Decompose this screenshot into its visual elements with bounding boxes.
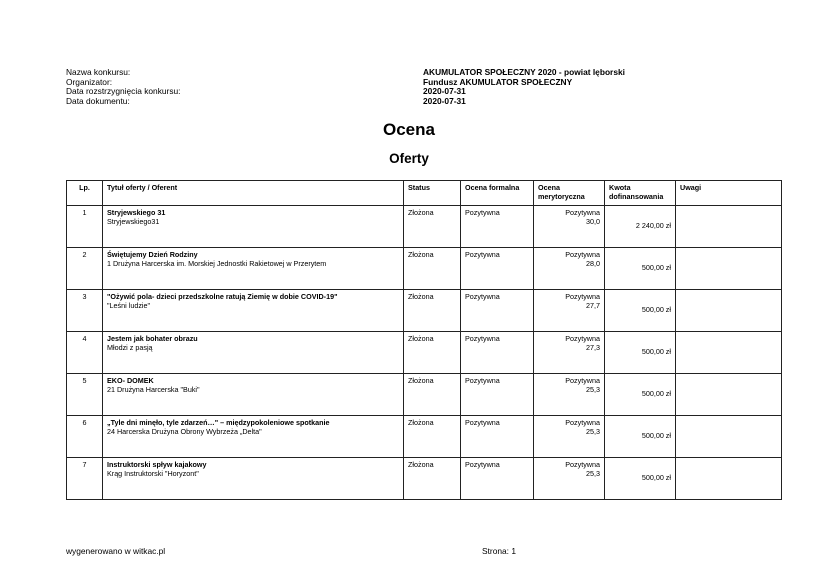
meta-label: Nazwa konkursu: bbox=[66, 67, 131, 77]
meta-label: Organizator: bbox=[66, 76, 113, 87]
merit-result: Pozytywna bbox=[565, 208, 600, 217]
table-row bbox=[67, 206, 782, 248]
offer-title: "Ożywić pola- dzieci przedszkolne ratują Ziemię w dobie COVID-19" bbox=[107, 292, 338, 301]
cell-lp: 1 bbox=[67, 206, 103, 248]
cell-status: Złożona bbox=[404, 416, 461, 458]
cell-lp: 2 bbox=[67, 248, 103, 290]
cell-formal: Pozytywna bbox=[461, 332, 534, 374]
merit-score: 30,0 bbox=[586, 216, 600, 226]
cell-merit bbox=[534, 416, 605, 458]
offer-applicant: 1 Drużyna Harcerska im. Morskiej Jednostki Rakietowej w Przerytem bbox=[107, 258, 327, 268]
offer-applicant: "Leśni ludzie" bbox=[107, 300, 151, 310]
header-merit: Ocena merytoryczna bbox=[534, 181, 605, 206]
cell-status: Złożona bbox=[404, 248, 461, 290]
cell-merit bbox=[534, 248, 605, 290]
merit-score: 27,3 bbox=[586, 342, 600, 352]
offers-table bbox=[66, 180, 782, 500]
cell-notes bbox=[676, 458, 782, 500]
cell-lp: 5 bbox=[67, 374, 103, 416]
meta-row-resolution-date bbox=[66, 87, 625, 97]
offer-title: EKO- DOMEK bbox=[107, 376, 154, 385]
merit-score: 27,7 bbox=[586, 300, 600, 310]
cell-merit bbox=[534, 458, 605, 500]
cell-formal: Pozytywna bbox=[461, 416, 534, 458]
cell-notes bbox=[676, 290, 782, 332]
merit-result: Pozytywna bbox=[565, 250, 600, 259]
cell-formal: Pozytywna bbox=[461, 290, 534, 332]
cell-status: Złożona bbox=[404, 374, 461, 416]
cell-status: Złożona bbox=[404, 206, 461, 248]
merit-result: Pozytywna bbox=[565, 418, 600, 427]
cell-merit bbox=[534, 290, 605, 332]
document-meta bbox=[66, 68, 625, 106]
cell-merit bbox=[534, 332, 605, 374]
cell-status: Złożona bbox=[404, 290, 461, 332]
cell-notes bbox=[676, 332, 782, 374]
page-number: Strona: 1 bbox=[482, 546, 516, 556]
cell-merit bbox=[534, 374, 605, 416]
cell-amount: 500,00 zł bbox=[605, 374, 676, 416]
table-row bbox=[67, 416, 782, 458]
cell-title bbox=[103, 248, 404, 290]
header-title: Tytuł oferty / Oferent bbox=[103, 181, 404, 206]
cell-lp: 3 bbox=[67, 290, 103, 332]
table-row bbox=[67, 374, 782, 416]
cell-status: Złożona bbox=[404, 458, 461, 500]
meta-row-document-date bbox=[66, 97, 625, 107]
merit-score: 25,3 bbox=[586, 426, 600, 436]
cell-title bbox=[103, 332, 404, 374]
cell-title bbox=[103, 374, 404, 416]
offer-title: Instruktorski spływ kajakowy bbox=[107, 460, 207, 469]
table-row bbox=[67, 458, 782, 500]
offer-title: Stryjewskiego 31 bbox=[107, 208, 166, 217]
cell-amount: 500,00 zł bbox=[605, 416, 676, 458]
merit-result: Pozytywna bbox=[565, 376, 600, 385]
offer-applicant: 24 Harcerska Drużyna Obrony Wybrzeża „Delta" bbox=[107, 426, 262, 436]
merit-score: 28,0 bbox=[586, 258, 600, 268]
cell-formal: Pozytywna bbox=[461, 458, 534, 500]
meta-value: 2020-07-31 bbox=[423, 86, 466, 96]
cell-formal: Pozytywna bbox=[461, 374, 534, 416]
cell-notes bbox=[676, 248, 782, 290]
cell-amount: 500,00 zł bbox=[605, 458, 676, 500]
header-amount: Kwota dofinansowania bbox=[605, 181, 676, 206]
cell-amount: 2 240,00 zł bbox=[605, 206, 676, 248]
cell-amount: 500,00 zł bbox=[605, 290, 676, 332]
offer-applicant: 21 Drużyna Harcerska "Buki" bbox=[107, 384, 200, 394]
cell-notes bbox=[676, 206, 782, 248]
meta-value: AKUMULATOR SPOŁECZNY 2020 - powiat lęborski bbox=[423, 67, 625, 77]
cell-title bbox=[103, 416, 404, 458]
meta-label: Data rozstrzygnięcia konkursu: bbox=[66, 86, 181, 96]
table-header-row bbox=[67, 181, 782, 206]
cell-formal: Pozytywna bbox=[461, 206, 534, 248]
cell-amount: 500,00 zł bbox=[605, 248, 676, 290]
header-status: Status bbox=[404, 181, 461, 206]
merit-result: Pozytywna bbox=[565, 334, 600, 343]
offer-applicant: Krąg Instruktorski "Horyzont" bbox=[107, 468, 199, 478]
header-notes: Uwagi bbox=[676, 181, 782, 206]
offer-applicant: Stryjewskiego31 bbox=[107, 216, 160, 226]
footer-generated: wygenerowano w witkac.pl bbox=[66, 546, 166, 556]
table-row bbox=[67, 332, 782, 374]
header-formal: Ocena formalna bbox=[461, 181, 534, 206]
table-row bbox=[67, 290, 782, 332]
cell-lp: 6 bbox=[67, 416, 103, 458]
offer-title: Jestem jak bohater obrazu bbox=[107, 334, 198, 343]
cell-notes bbox=[676, 416, 782, 458]
meta-label: Data dokumentu: bbox=[66, 95, 130, 106]
table-row bbox=[67, 248, 782, 290]
meta-value: 2020-07-31 bbox=[423, 95, 466, 106]
cell-lp: 7 bbox=[67, 458, 103, 500]
cell-amount: 500,00 zł bbox=[605, 332, 676, 374]
page-title: Ocena bbox=[383, 120, 435, 139]
section-title: Oferty bbox=[389, 151, 429, 166]
cell-title bbox=[103, 206, 404, 248]
cell-status: Złożona bbox=[404, 332, 461, 374]
cell-lp: 4 bbox=[67, 332, 103, 374]
cell-title bbox=[103, 458, 404, 500]
merit-score: 25,3 bbox=[586, 384, 600, 394]
merit-result: Pozytywna bbox=[565, 292, 600, 301]
cell-merit bbox=[534, 206, 605, 248]
offer-title: Świętujemy Dzień Rodziny bbox=[107, 250, 198, 259]
cell-notes bbox=[676, 374, 782, 416]
cell-title bbox=[103, 290, 404, 332]
merit-score: 25,3 bbox=[586, 468, 600, 478]
offer-applicant: Młodzi z pasją bbox=[107, 342, 153, 352]
cell-formal: Pozytywna bbox=[461, 248, 534, 290]
header-lp: Lp. bbox=[67, 181, 103, 206]
meta-value: Fundusz AKUMULATOR SPOŁECZNY bbox=[423, 76, 573, 87]
merit-result: Pozytywna bbox=[565, 460, 600, 469]
offer-title: „Tyle dni minęło, tyle zdarzeń…" – międzypokoleniowe spotkanie bbox=[107, 418, 330, 427]
